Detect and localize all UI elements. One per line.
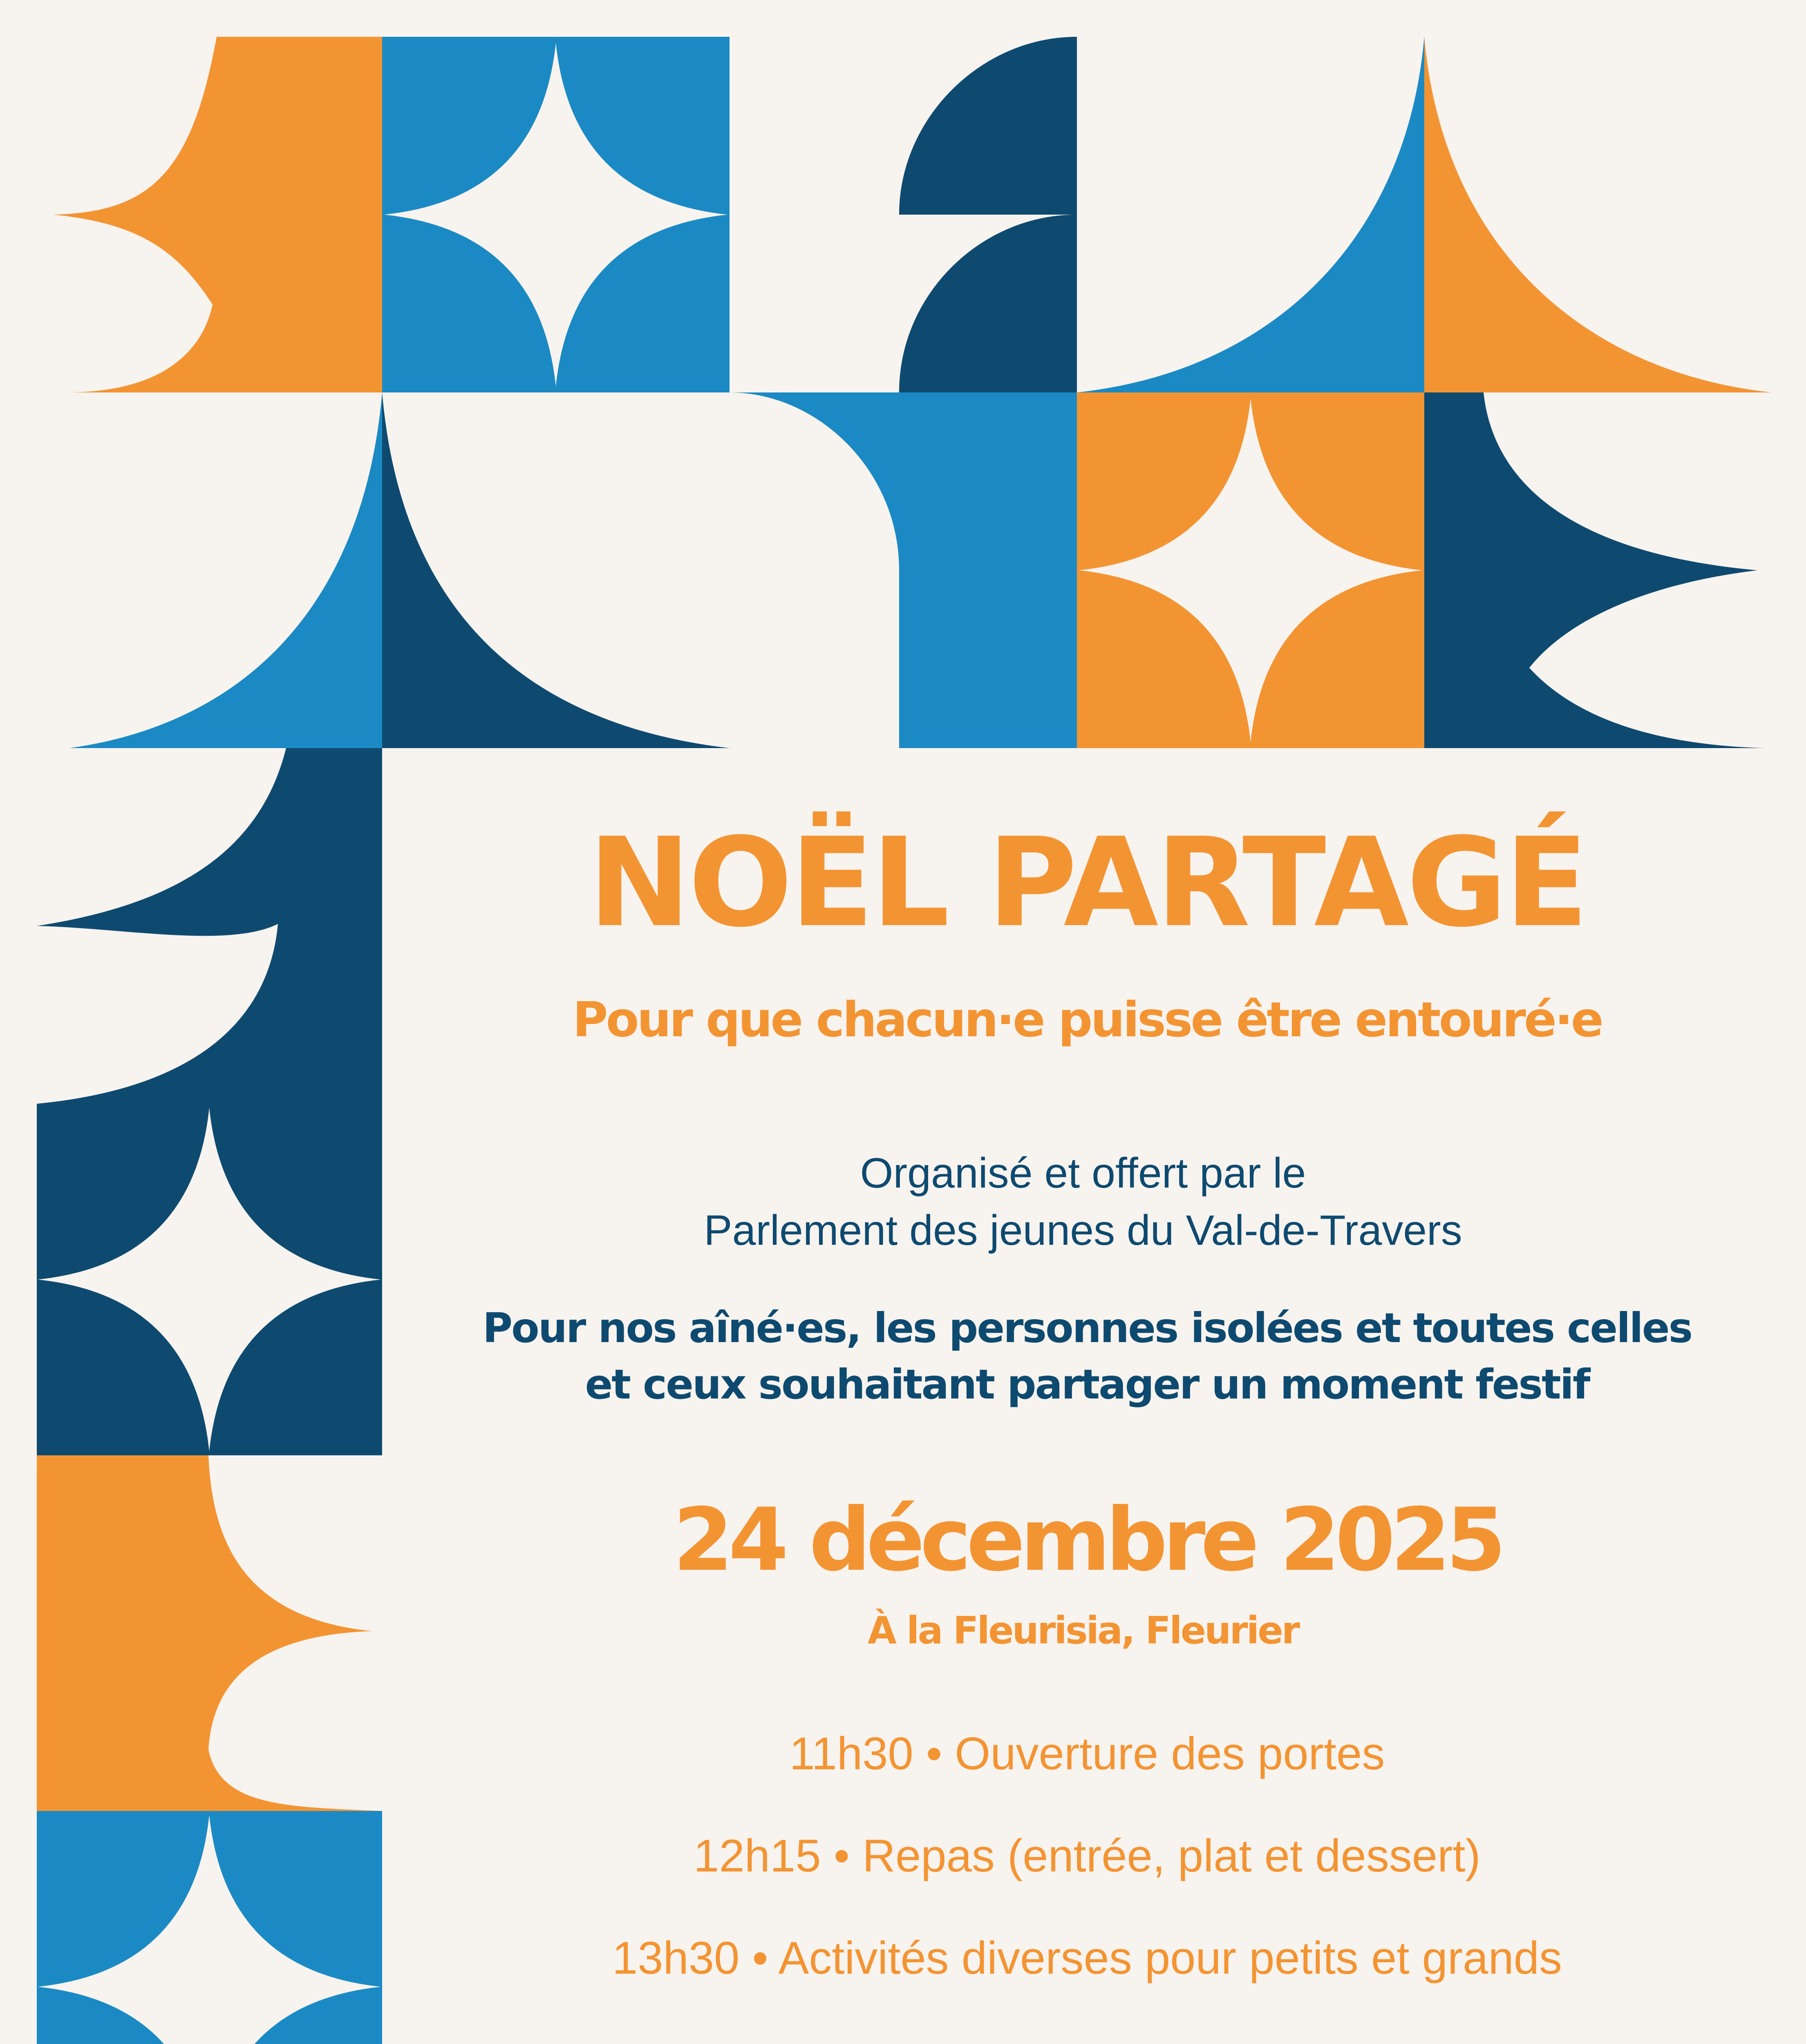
program-item: 13h30 • Activités diverses pour petits et grands (612, 1932, 1562, 1983)
tile-tree-peak (1077, 37, 1772, 392)
tile-orange-bell (37, 1455, 382, 1811)
audience-line-1: Pour nos aîné·es, les personnes isolées et toutes celles (482, 1304, 1692, 1352)
event-date: 24 décembre 2025 (673, 1489, 1502, 1590)
tile-darkblue-wave (37, 748, 382, 1104)
organizer-line-2: Parlement des jeunes du Val-de-Travers (704, 1207, 1462, 1255)
audience-line-2: et ceux souhaitant partager un moment festif (585, 1360, 1589, 1408)
tile-darkblue-curve (1424, 392, 1766, 748)
organizer (531, 1145, 1635, 1260)
organizer-line-1: Organisé et offert par le (860, 1150, 1306, 1197)
tile-orange-curve (53, 37, 382, 392)
event-title: NOËL PARTAGÉ (588, 811, 1586, 954)
event-venue: À la Fleurisia, Fleurier (867, 1609, 1299, 1652)
tile-tree-left (69, 392, 730, 748)
audience (421, 1300, 1753, 1413)
program-item: 11h30 • Ouverture des portes (789, 1728, 1385, 1779)
event-subtitle: Pour que chacun·e puisse être entouré·e (573, 991, 1602, 1048)
tile-darkblue-half-circles (899, 37, 1077, 392)
program-item: 12h15 • Repas (entrée, plat et dessert) (694, 1830, 1481, 1881)
tile-lightblue-quarter (730, 392, 1077, 748)
